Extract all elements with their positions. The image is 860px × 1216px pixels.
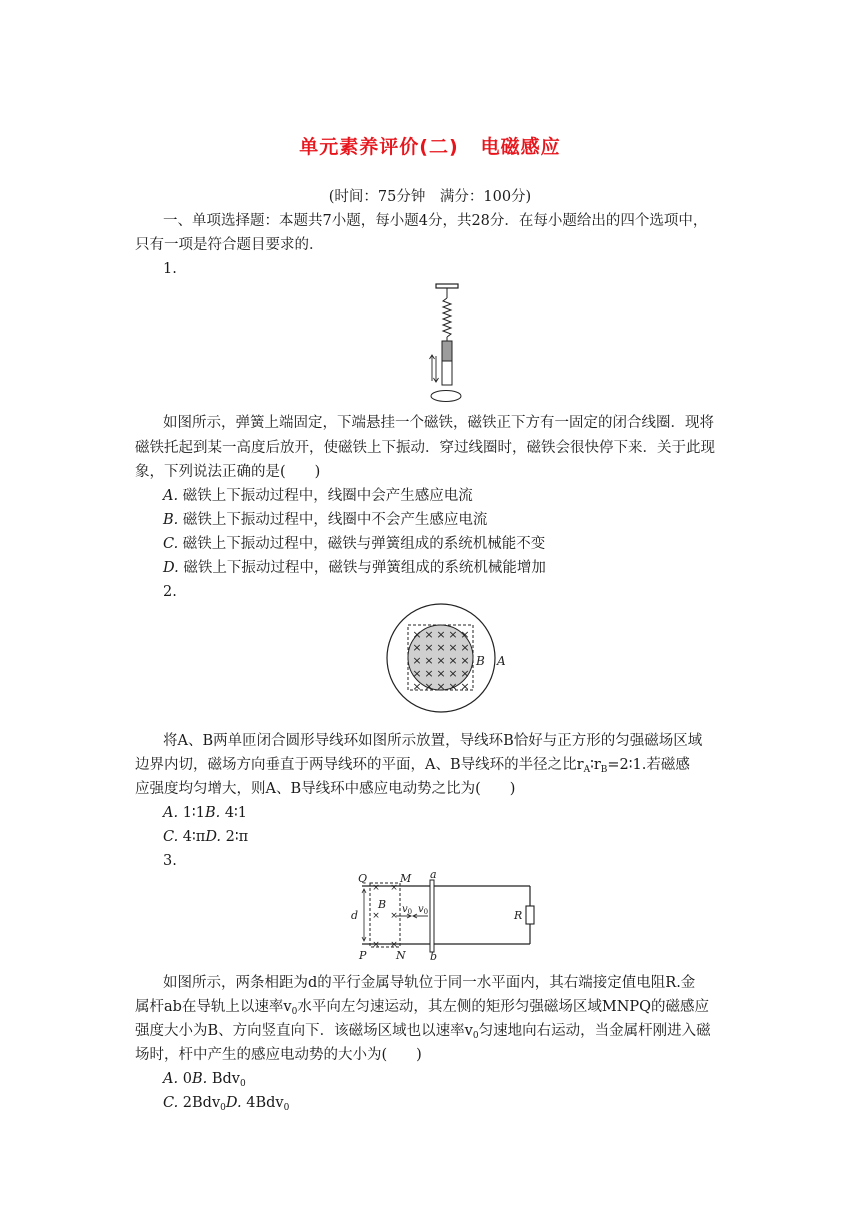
question-3-options-cd[interactable]: C. 2Bdv$_0$D. 4Bdv$_0$ xyxy=(163,1095,290,1113)
question-2-stem-1: 将A、B两单匝闭合圆形导线环如图所示放置，导线环B恰好与正方形的匀强磁场区域 xyxy=(163,733,703,749)
svg-text:×: × xyxy=(460,654,470,667)
label-m: M xyxy=(400,872,412,885)
svg-text:×: × xyxy=(412,654,422,667)
svg-text:×: × xyxy=(436,667,446,680)
question-1-number: 1. xyxy=(163,261,177,277)
svg-text:×: × xyxy=(460,641,470,654)
section-intro-line2: 只有一项是符合题目要求的． xyxy=(135,237,324,253)
label-ring-b: B xyxy=(476,654,485,668)
svg-text:×: × xyxy=(424,628,434,641)
label-q: Q xyxy=(358,872,368,885)
title-topic: 电磁感应 xyxy=(480,136,561,158)
spring xyxy=(443,298,451,337)
magnet-bottom-half xyxy=(442,361,452,385)
svg-text:×: × xyxy=(412,641,422,654)
field-crosses-q3 xyxy=(372,883,398,950)
question-1-stem-1: 如图所示，弹簧上端固定，下端悬挂一个磁铁，磁铁正下方有一固定的闭合线圈．现将 xyxy=(163,415,714,431)
svg-text:×: × xyxy=(424,667,434,680)
label-ring-a: A xyxy=(497,654,506,668)
label-b: b xyxy=(430,950,438,963)
svg-text:×: × xyxy=(424,680,434,693)
svg-text:×: × xyxy=(372,883,380,893)
label-v0-field: $v_0$ xyxy=(402,904,413,916)
label-v0-rod: $v_0$ xyxy=(418,904,429,916)
svg-text:×: × xyxy=(436,654,446,667)
question-3-options-ab[interactable]: A. 0B. Bdv$_0$ xyxy=(163,1071,246,1089)
figure-rails-rod xyxy=(350,870,550,966)
figure-two-rings xyxy=(384,596,520,722)
question-2-number: 2. xyxy=(163,584,177,600)
label-d: d xyxy=(351,909,359,922)
question-1-stem-3: 象，下列说法正确的是( ) xyxy=(135,464,321,480)
svg-text:×: × xyxy=(448,667,458,680)
svg-text:×: × xyxy=(436,680,446,693)
svg-text:×: × xyxy=(460,667,470,680)
page-title xyxy=(0,132,860,159)
svg-text:×: × xyxy=(412,667,422,680)
metal-rod-ab xyxy=(430,880,434,952)
question-3-stem-3: 强度大小为B、方向竖直向下．该磁场区域也以速率$v_0$匀速地向右运动，当金属杆刚进入磁 xyxy=(135,1023,711,1041)
svg-text:×: × xyxy=(424,654,434,667)
spring-support xyxy=(436,284,458,288)
svg-text:×: × xyxy=(390,883,398,893)
magnet-top-half xyxy=(442,341,452,361)
svg-text:×: × xyxy=(448,641,458,654)
svg-text:×: × xyxy=(448,654,458,667)
question-2-options-cd[interactable]: C. 4∶πD. 2∶π xyxy=(163,829,249,845)
label-b-field: B xyxy=(378,898,387,911)
svg-text:×: × xyxy=(390,911,398,921)
question-1-option-a[interactable]: A. 磁铁上下振动过程中，线圈中会产生感应电流 xyxy=(163,488,473,504)
question-3-stem-4: 场时，杆中产生的感应电动势的大小为( ) xyxy=(135,1047,422,1063)
svg-text:×: × xyxy=(390,940,398,950)
svg-text:×: × xyxy=(412,680,422,693)
label-r: R xyxy=(514,909,523,922)
svg-text:×: × xyxy=(460,628,470,641)
question-1-option-c[interactable]: C. 磁铁上下振动过程中，磁铁与弹簧组成的系统机械能不变 xyxy=(163,536,546,552)
svg-text:×: × xyxy=(460,680,470,693)
fixed-coil xyxy=(431,391,461,402)
svg-text:×: × xyxy=(436,641,446,654)
label-p: P xyxy=(359,949,367,962)
question-2-stem-3: 应强度均匀增大，则A、B导线环中感应电动势之比为( ) xyxy=(135,781,516,797)
svg-text:×: × xyxy=(448,680,458,693)
question-1-option-d[interactable]: D. 磁铁上下振动过程中，磁铁与弹簧组成的系统机械能增加 xyxy=(163,560,546,576)
svg-text:×: × xyxy=(412,628,422,641)
resistor-r xyxy=(526,906,534,924)
question-2-stem-2: 边界内切，磁场方向垂直于两导线环的平面，A、B导线环的半径之比$r_A∶r_B=2∶1$.若磁感 xyxy=(135,757,690,775)
field-crosses xyxy=(412,628,469,693)
svg-text:×: × xyxy=(436,628,446,641)
svg-text:×: × xyxy=(448,628,458,641)
exam-subtitle: (时间：75分钟 满分：100分) xyxy=(328,189,532,205)
question-3-stem-1: 如图所示，两条相距为d的平行金属导轨位于同一水平面内，其右端接定值电阻R.金 xyxy=(163,975,696,991)
svg-text:×: × xyxy=(372,911,380,921)
question-1-stem-2: 磁铁托起到某一高度后放开，使磁铁上下振动．穿过线圈时，磁铁会很快停下来．关于此现 xyxy=(135,440,715,456)
svg-text:×: × xyxy=(372,940,380,950)
question-3-number: 3. xyxy=(163,853,177,869)
label-n: N xyxy=(396,949,406,962)
figure-spring-magnet xyxy=(410,280,480,404)
title-main: 单元素养评价(二) xyxy=(299,136,459,158)
question-1-option-b[interactable]: B. 磁铁上下振动过程中，线圈中不会产生感应电流 xyxy=(163,512,488,528)
section-intro-line1: 一、单项选择题：本题共7小题，每小题4分，共28分．在每小题给出的四个选项中， xyxy=(163,213,708,229)
question-2-options-ab[interactable]: A. 1∶1B. 4∶1 xyxy=(163,805,248,821)
svg-text:×: × xyxy=(424,641,434,654)
question-3-stem-2: 属杆ab在导轨上以速率$v_0$水平向左匀速运动，其左侧的矩形匀强磁场区域MNPQ的磁感应 xyxy=(135,999,710,1017)
label-a: a xyxy=(430,870,437,881)
